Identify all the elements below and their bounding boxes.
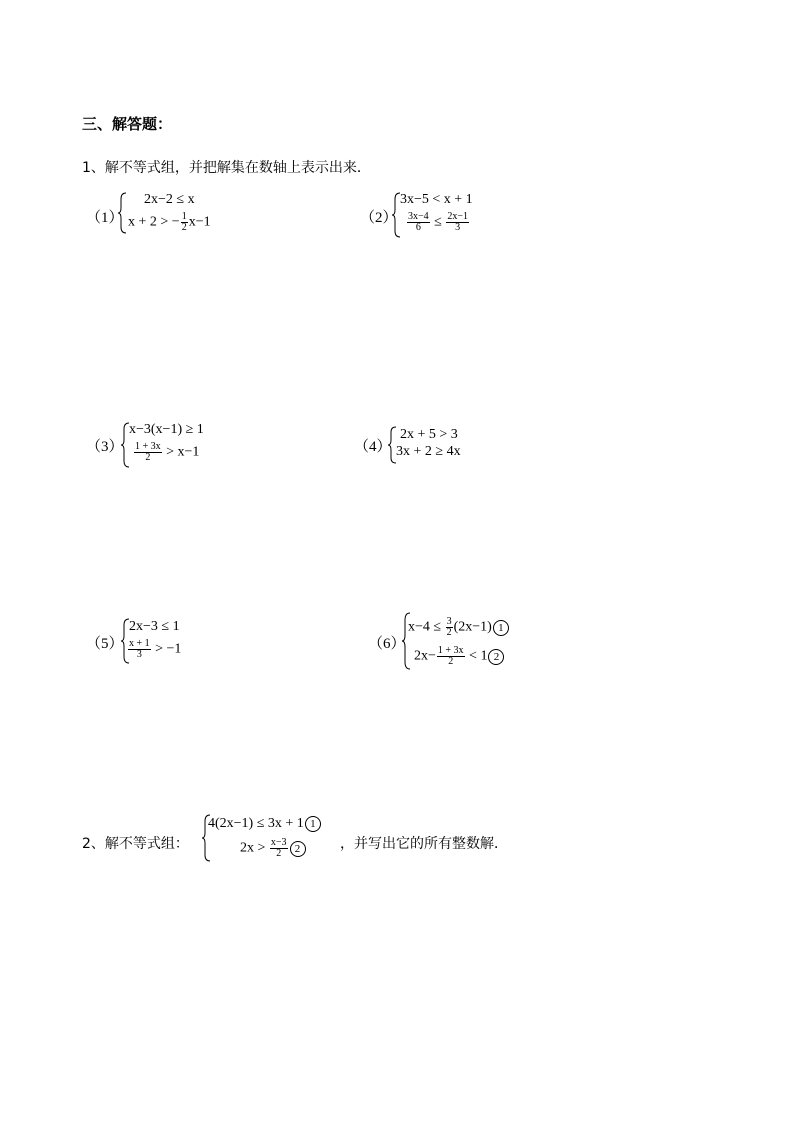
problem-2-system [392, 192, 512, 238]
problem-1-line-1: 2x−2 ≤ x [144, 192, 195, 207]
circled-number-2: 2 [488, 649, 504, 665]
problem-1-line-2: x + 2 > − $\frac{1}{2}$ x−1 [128, 211, 211, 233]
problem-5-system [121, 618, 231, 664]
problem-6-system [402, 612, 532, 670]
problem-2-line-2: $\frac{3x-4}{6}$ ≤ $\frac{2x-1}{3}$ [408, 211, 468, 233]
problem-6-line-2: 2x− $\frac{1 + 3x}{2}$ < 1 2 [414, 646, 504, 667]
question-1-text: 1、解不等式组，并把解集在数轴上表示出来． [82, 160, 371, 176]
circled-number-2: 2 [290, 841, 306, 857]
problem-6-label: （6） [368, 636, 406, 652]
problem-3-line-2: $\frac{1 + 3x}{2}$ > x−1 [135, 441, 200, 463]
problem-2-label: （2） [360, 210, 398, 226]
circled-number-1: 1 [305, 816, 321, 832]
question-2-lead: 2、解不等式组： [82, 836, 189, 852]
problem-6-line-1: x−4 ≤ $\frac{3}{2}$ (2x−1) 1 [408, 617, 509, 638]
question-2-line-2: 2x > $\frac{x-3}{2}$ 2 [240, 838, 306, 859]
problem-3-system [121, 422, 241, 468]
problem-5-line-2: $\frac{x + 1}{3}$ > −1 [129, 638, 182, 660]
problem-1-system [118, 192, 248, 234]
circled-number-1: 1 [493, 620, 509, 636]
problem-3-label: （3） [86, 439, 124, 455]
problem-1-label: （1） [86, 210, 124, 226]
section-title: 三、解答题： [82, 115, 173, 133]
problem-4-system [388, 426, 498, 464]
problem-4-line-1: 2x + 5 > 3 [400, 427, 458, 442]
question-2-line-1: 4(2x−1) ≤ 3x + 1 1 [208, 816, 321, 832]
problem-4-label: （4） [354, 439, 392, 455]
problem-3-line-1: x−3(x−1) ≥ 1 [129, 422, 204, 437]
problem-4-line-2: 3x + 2 ≥ 4x [396, 444, 461, 459]
question-2-system [202, 814, 342, 862]
problem-5-line-1: 2x−3 ≤ 1 [129, 619, 180, 634]
problem-2-line-1: 3x−5 < x + 1 [400, 192, 473, 207]
problem-5-label: （5） [86, 636, 124, 652]
question-2-tail: ，并写出它的所有整数解． [340, 836, 508, 852]
brace-icon [118, 192, 128, 234]
